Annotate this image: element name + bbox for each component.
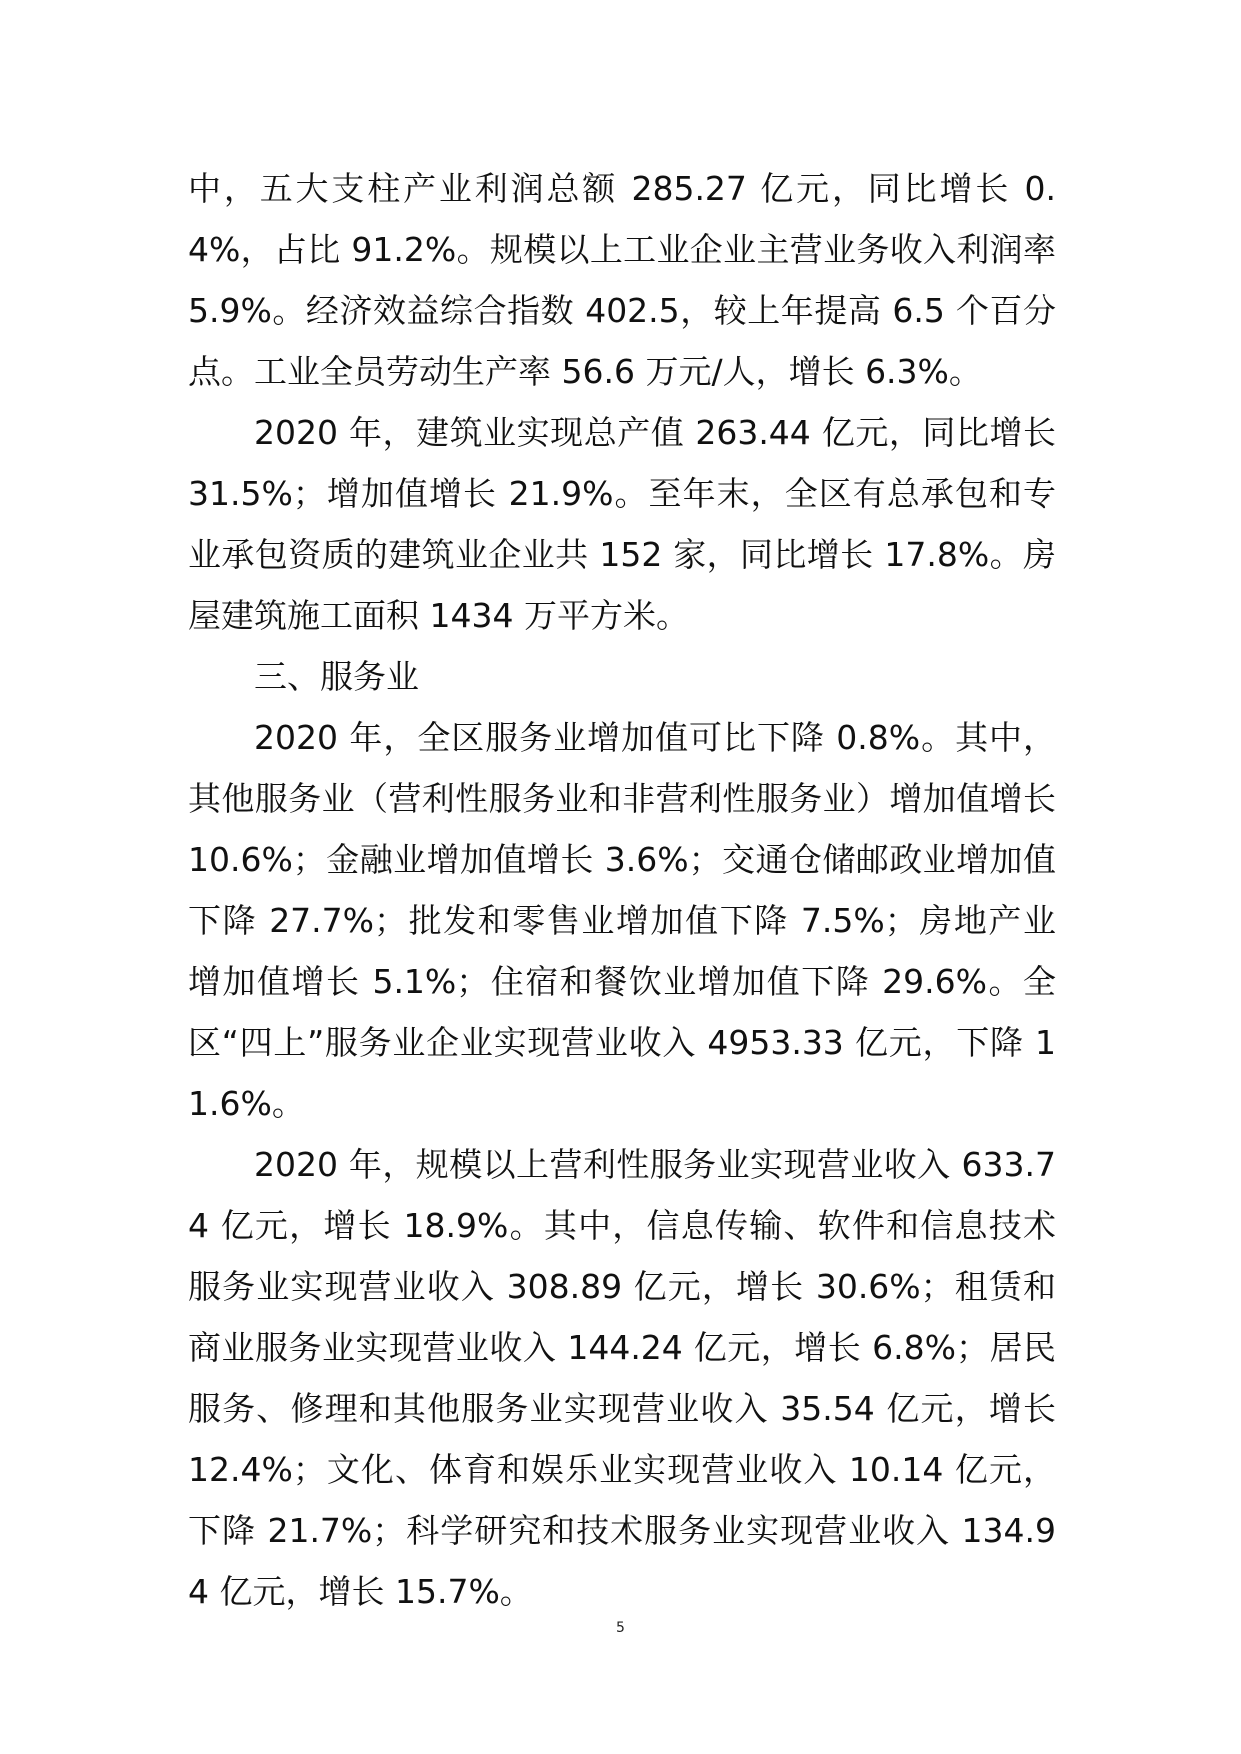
section-heading-services: 三、服务业 — [254, 657, 419, 696]
body-text — [188, 158, 1067, 1622]
page-number: 5 — [616, 1620, 625, 1636]
paragraph-services-overview: 2020 年，全区服务业增加值可比下降 0.8%。其中，其他服务业（营利性服务业和非营利性服务业）增加值增长 10.6%；金融业增加值增长 3.6%；交通仓储邮政业增加值下降 27.7%；批发和零售业增加值下降 7.5%；房地产业增加值增长 5.1%；住宿和餐饮业增加值下降 29.6%。全区“四上”服务业企业实现营业收入 4953.33 亿元，下降 11.6%。 — [188, 718, 1067, 1123]
paragraph-industry-profits: 中，五大支柱产业利润总额 285.27 亿元，同比增长 0.4%，占比 91.2%。规模以上工业企业主营业务收入利润率 5.9%。经济效益综合指数 402.5，较上年提高 6.5 个百分点。工业全员劳动生产率 56.6 万元/人，增长 6.3%。 — [188, 169, 1067, 391]
paragraph-services-revenue: 2020 年，规模以上营利性服务业实现营业收入 633.74 亿元，增长 18.9%。其中，信息传输、软件和信息技术服务业实现营业收入 308.89 亿元，增长 30.6%；租赁和商业服务业实现营业收入 144.24 亿元，增长 6.8%；居民服务、修理和其他服务业实现营业收入 35.54 亿元，增长 12.4%；文化、体育和娱乐业实现营业收入 10.14 亿元，下降 21.7%；科学研究和技术服务业实现营业收入 134.94 亿元，增长 15.7%。 — [188, 1145, 1067, 1611]
paragraph-construction: 2020 年，建筑业实现总产值 263.44 亿元，同比增长 31.5%；增加值增长 21.9%。至年末，全区有总承包和专业承包资质的建筑业企业共 152 家，同比增长 17.8%。房屋建筑施工面积 1434 万平方米。 — [188, 413, 1067, 635]
